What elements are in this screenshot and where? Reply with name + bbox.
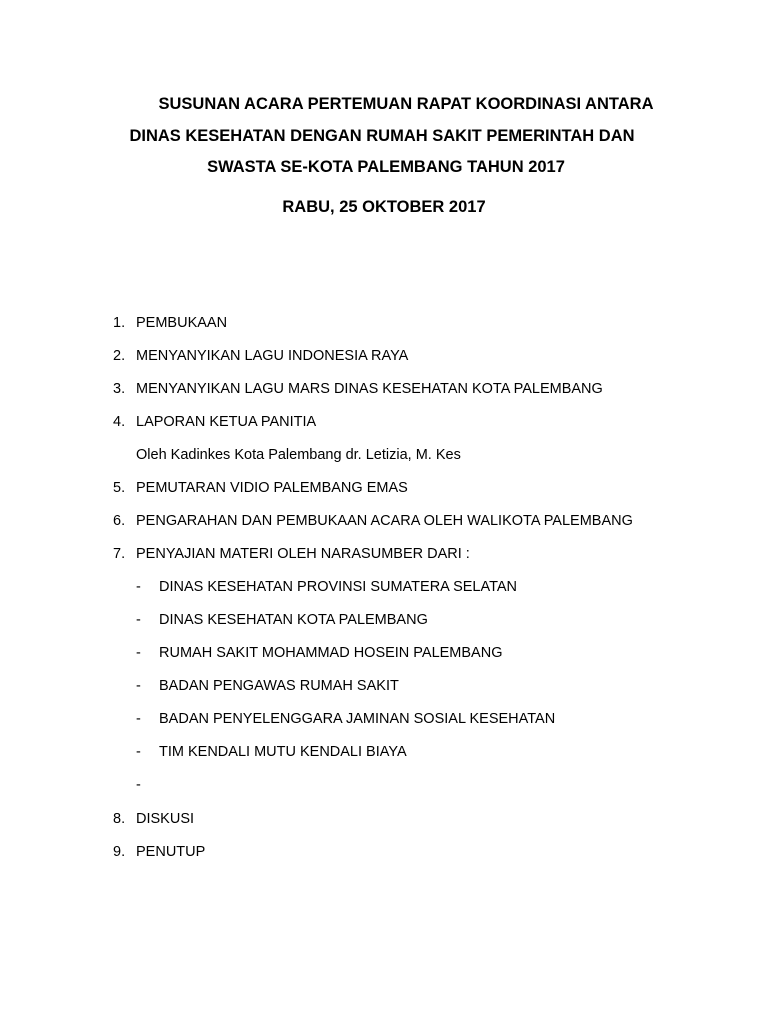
speaker-text: RUMAH SAKIT MOHAMMAD HOSEIN PALEMBANG (159, 645, 503, 661)
agenda-item-text: PEMBUKAAN (136, 315, 228, 331)
agenda-item-text: MENYANYIKAN LAGU INDONESIA RAYA (136, 348, 409, 364)
agenda-item-number: 4. (113, 414, 126, 430)
agenda-item-5 (0, 480, 768, 500)
agenda-item-text: PENGARAHAN DAN PEMBUKAAN ACARA OLEH WALIKOTA PALEMBANG (136, 513, 633, 529)
speaker-item (0, 645, 768, 665)
bullet-dash: - (136, 579, 141, 595)
agenda-item-text: PENUTUP (136, 844, 206, 860)
bullet-dash: - (136, 711, 141, 727)
agenda-item-6 (0, 513, 768, 533)
speaker-item (0, 744, 768, 764)
agenda-item-4-note (0, 447, 768, 467)
speaker-text: BADAN PENGAWAS RUMAH SAKIT (159, 678, 399, 694)
agenda-item-7 (0, 546, 768, 566)
document-title-line-1: SUSUNAN ACARA PERTEMUAN RAPAT KOORDINASI ANTARA (158, 95, 654, 113)
agenda-item-number: 3. (113, 381, 126, 397)
document-date: RABU, 25 OKTOBER 2017 (282, 198, 486, 216)
speaker-item (0, 612, 768, 632)
document-title-line-3: SWASTA SE-KOTA PALEMBANG TAHUN 2017 (207, 158, 565, 176)
speaker-text: BADAN PENYELENGGARA JAMINAN SOSIAL KESEHATAN (159, 711, 556, 727)
speaker-item-empty (0, 777, 768, 797)
agenda-item-4 (0, 414, 768, 434)
agenda-item-text: PENYAJIAN MATERI OLEH NARASUMBER DARI : (136, 546, 470, 562)
agenda-item-9 (0, 844, 768, 864)
agenda-item-3 (0, 381, 768, 401)
agenda-item-text: LAPORAN KETUA PANITIA (136, 414, 317, 430)
speaker-text: DINAS KESEHATAN PROVINSI SUMATERA SELATAN (159, 579, 518, 595)
document-title-line-2: DINAS KESEHATAN DENGAN RUMAH SAKIT PEMERINTAH DAN (129, 127, 635, 145)
agenda-item-text: DISKUSI (136, 811, 195, 827)
bullet-dash: - (136, 744, 141, 760)
bullet-dash: - (136, 645, 141, 661)
agenda-item-number: 8. (113, 811, 126, 827)
bullet-dash: - (136, 678, 141, 694)
agenda-item-number: 2. (113, 348, 126, 364)
agenda-item-1 (0, 315, 768, 335)
speaker-item (0, 678, 768, 698)
bullet-dash: - (136, 777, 141, 793)
agenda-item-number: 1. (113, 315, 126, 331)
agenda-item-text: PEMUTARAN VIDIO PALEMBANG EMAS (136, 480, 408, 496)
speaker-item (0, 579, 768, 599)
agenda-item-number: 6. (113, 513, 126, 529)
bullet-dash: - (136, 612, 141, 628)
agenda-item-text: MENYANYIKAN LAGU MARS DINAS KESEHATAN KOTA PALEMBANG (136, 381, 603, 397)
speaker-text: TIM KENDALI MUTU KENDALI BIAYA (159, 744, 407, 760)
agenda-item-number: 9. (113, 844, 126, 860)
agenda-item-2 (0, 348, 768, 368)
agenda-item-number: 7. (113, 546, 126, 562)
agenda-item-note-text: Oleh Kadinkes Kota Palembang dr. Letizia, M. Kes (136, 447, 461, 463)
agenda-item-number: 5. (113, 480, 126, 496)
agenda-item-8 (0, 811, 768, 831)
speaker-item (0, 711, 768, 731)
speaker-text: DINAS KESEHATAN KOTA PALEMBANG (159, 612, 428, 628)
